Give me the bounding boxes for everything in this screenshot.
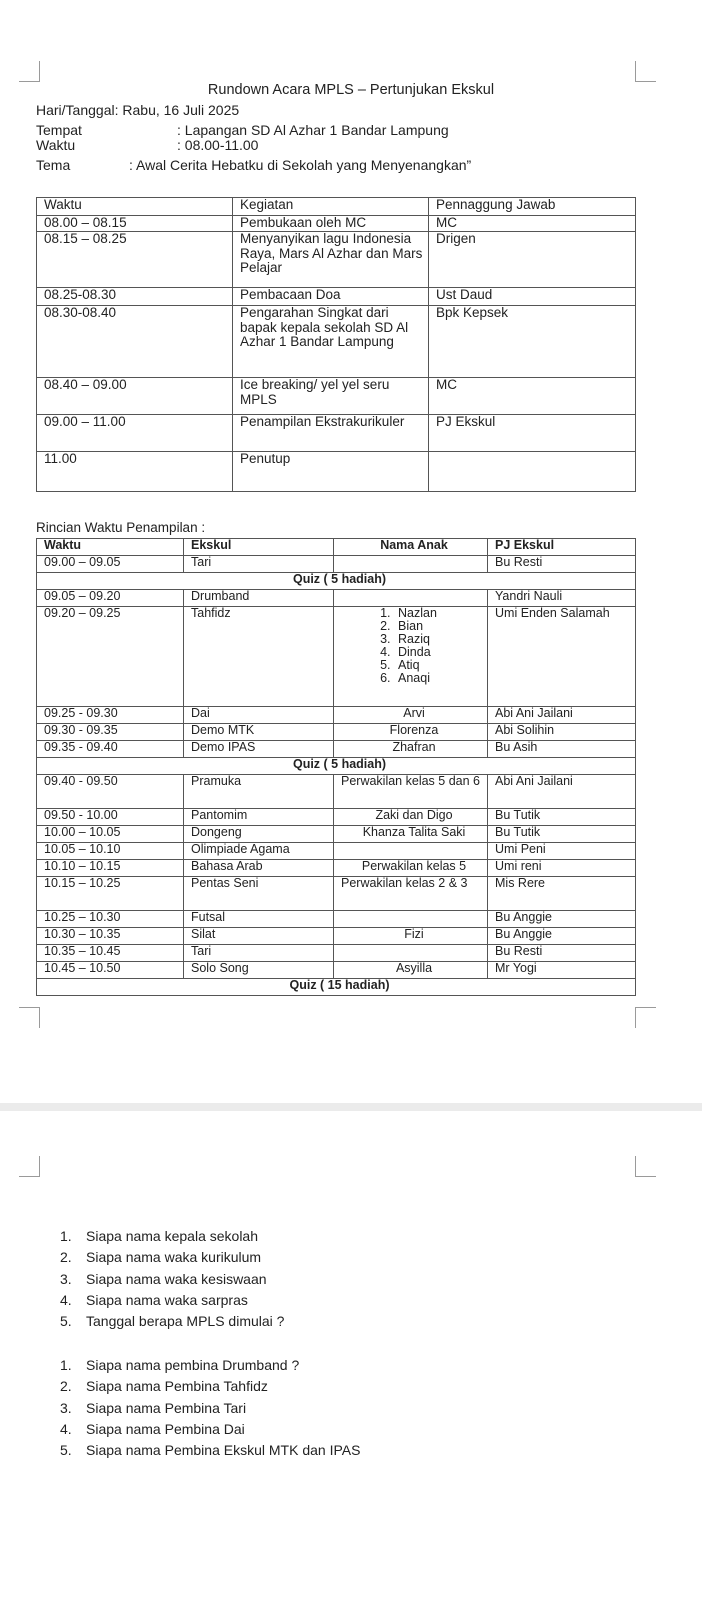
question-text: Siapa nama pembina Drumband ? — [86, 1357, 300, 1373]
kegiatan-cell: Pembacaan Doa — [233, 288, 429, 306]
pj-cell: Bu Anggie — [488, 911, 636, 928]
pj-cell: Umi Peni — [488, 843, 636, 860]
quiz-row — [37, 979, 636, 996]
list-item: 1. Nazlan — [394, 607, 487, 620]
page-corner-mark — [19, 61, 40, 82]
waktu-cell: 08.00 – 08.15 — [37, 216, 233, 232]
tempat-value: : Lapangan SD Al Azhar 1 Bandar Lampung — [177, 122, 449, 138]
question-text: Siapa nama kepala sekolah — [86, 1228, 259, 1244]
pj-cell: Abi Ani Jailani — [488, 707, 636, 724]
item-number: 3. — [60, 1270, 72, 1287]
page-corner-mark — [635, 1007, 656, 1028]
table-row — [37, 707, 636, 724]
pj-cell: Ust Daud — [429, 288, 636, 306]
waktu-cell: 09.00 – 09.05 — [37, 556, 184, 573]
pj-cell: MC — [429, 378, 636, 415]
anak-cell: Fizi — [334, 928, 488, 945]
quiz-row — [37, 573, 636, 590]
table-row — [37, 826, 636, 843]
quiz-label: Quiz ( 5 hadiah) — [37, 758, 636, 775]
pj-cell — [429, 452, 636, 492]
list-item — [60, 1440, 360, 1461]
table-header-row — [37, 539, 636, 556]
pj-cell: Umi Enden Salamah — [488, 607, 636, 707]
ekskul-cell: Tahfidz — [184, 607, 334, 707]
document-page-2 — [0, 1111, 702, 1600]
waktu-cell: 09.35 - 09.40 — [37, 741, 184, 758]
waktu-cell: 10.45 – 10.50 — [37, 962, 184, 979]
rundown-table — [36, 197, 636, 492]
ekskul-cell: Tari — [184, 556, 334, 573]
list-item: 2. Bian — [394, 620, 487, 633]
header-cell: PJ Ekskul — [488, 539, 636, 556]
ekskul-cell: Pentas Seni — [184, 877, 334, 911]
waktu-cell: 08.15 – 08.25 — [37, 232, 233, 288]
list-item: 5. Atiq — [394, 659, 487, 672]
pj-cell: Bu Asih — [488, 741, 636, 758]
item-number: 2. — [60, 1378, 72, 1395]
ekskul-cell: Drumband — [184, 590, 334, 607]
item-number: 3. — [60, 1399, 72, 1416]
pj-cell: Bu Tutik — [488, 809, 636, 826]
question-list-2 — [60, 1355, 360, 1461]
anak-cell — [334, 945, 488, 962]
header-cell: Ekskul — [184, 539, 334, 556]
table-row — [37, 288, 636, 306]
anak-cell — [334, 911, 488, 928]
question-text: Siapa nama Pembina Tari — [86, 1399, 247, 1416]
table-row — [37, 415, 636, 452]
hari-value: : Rabu, 16 Juli 2025 — [114, 102, 240, 118]
pj-cell: Mr Yogi — [488, 962, 636, 979]
list-item — [60, 1398, 360, 1419]
waktu-cell: 09.30 - 09.35 — [37, 724, 184, 741]
waktu-cell: 11.00 — [37, 452, 233, 492]
header-cell: Waktu — [37, 198, 233, 216]
list-item: 4. Dinda — [394, 646, 487, 659]
ekskul-cell: Futsal — [184, 911, 334, 928]
table-row — [37, 741, 636, 758]
question-text: Siapa nama waka kurikulum — [86, 1249, 262, 1266]
pj-cell: Yandri Nauli — [488, 590, 636, 607]
waktu-cell: 08.40 – 09.00 — [37, 378, 233, 415]
pj-cell: Bpk Kepsek — [429, 306, 636, 378]
list-item — [60, 1269, 284, 1290]
waktu-cell: 09.40 - 09.50 — [37, 775, 184, 809]
waktu-cell: 10.15 – 10.25 — [37, 877, 184, 911]
page-separator — [0, 1103, 702, 1111]
anak-cell — [334, 590, 488, 607]
table-row — [37, 378, 636, 415]
pj-cell: Bu Anggie — [488, 928, 636, 945]
waktu-cell: 10.10 – 10.15 — [37, 860, 184, 877]
pj-cell: MC — [429, 216, 636, 232]
waktu-cell: 08.30-08.40 — [37, 306, 233, 378]
table-row — [37, 945, 636, 962]
waktu-cell: 09.25 - 09.30 — [37, 707, 184, 724]
kegiatan-cell: Pembukaan oleh MC — [233, 216, 429, 232]
anak-cell: Asyilla — [334, 962, 488, 979]
ekskul-cell: Dai — [184, 707, 334, 724]
item-number: 1. — [60, 1357, 72, 1373]
tempat-label: Tempat — [36, 122, 82, 138]
hari-tanggal-line — [36, 103, 239, 118]
list-item — [60, 1226, 284, 1247]
tahfidz-names-cell — [334, 607, 488, 707]
waktu-cell: 09.00 – 11.00 — [37, 415, 233, 452]
waktu-cell: 10.05 – 10.10 — [37, 843, 184, 860]
question-text: Siapa nama Pembina Ekskul MTK dan IPAS — [86, 1442, 361, 1459]
pj-cell: PJ Ekskul — [429, 415, 636, 452]
table-row — [37, 232, 636, 288]
page-corner-mark — [635, 1156, 656, 1177]
waktu-cell: 10.35 – 10.45 — [37, 945, 184, 962]
table-row — [37, 809, 636, 826]
waktu-label: Waktu — [36, 137, 76, 153]
anak-cell: Perwakilan kelas 2 & 3 — [334, 877, 488, 911]
header-cell: Kegiatan — [233, 198, 429, 216]
anak-cell: Perwakilan kelas 5 dan 6 — [334, 775, 488, 809]
list-item — [60, 1247, 284, 1268]
anak-cell — [334, 843, 488, 860]
document-title: Rundown Acara MPLS – Pertunjukan Ekskul — [207, 82, 495, 98]
waktu-value: : 08.00-11.00 — [177, 137, 259, 153]
question-text: Siapa nama Pembina Dai — [86, 1420, 245, 1437]
waktu-cell: 08.25-08.30 — [37, 288, 233, 306]
pj-cell: Umi reni — [488, 860, 636, 877]
waktu-cell: 09.05 – 09.20 — [37, 590, 184, 607]
ekskul-cell: Silat — [184, 928, 334, 945]
pj-cell: Bu Resti — [488, 556, 636, 573]
table-row — [37, 843, 636, 860]
table-row — [37, 962, 636, 979]
hari-label: Hari/Tanggal — [36, 102, 115, 118]
anak-cell: Zhafran — [334, 741, 488, 758]
table-header-row — [37, 198, 636, 216]
pj-cell: Mis Rere — [488, 877, 636, 911]
page-corner-mark — [19, 1007, 40, 1028]
table-row — [37, 860, 636, 877]
anak-cell: Zaki dan Digo — [334, 809, 488, 826]
pj-cell: Drigen — [429, 232, 636, 288]
header-cell: Waktu — [37, 539, 184, 556]
item-number: 2. — [60, 1249, 72, 1266]
list-item — [60, 1311, 284, 1332]
ekskul-cell: Olimpiade Agama — [184, 843, 334, 860]
anak-cell: Arvi — [334, 707, 488, 724]
question-text: Siapa nama Pembina Tahfidz — [86, 1378, 268, 1395]
table-row — [37, 452, 636, 492]
ekskul-cell: Pramuka — [184, 775, 334, 809]
waktu-cell: 09.20 – 09.25 — [37, 607, 184, 707]
list-item — [60, 1376, 360, 1397]
list-item: 6. Anaqi — [394, 672, 487, 685]
kegiatan-cell: Ice breaking/ yel yel seru MPLS — [233, 378, 429, 415]
question-list-1 — [60, 1226, 284, 1332]
anak-cell: Khanza Talita Saki — [334, 826, 488, 843]
table-row — [37, 724, 636, 741]
item-number: 5. — [60, 1442, 72, 1459]
ekskul-cell: Dongeng — [184, 826, 334, 843]
waktu-cell: 10.25 – 10.30 — [37, 911, 184, 928]
ekskul-cell: Demo IPAS — [184, 741, 334, 758]
quiz-label: Quiz ( 5 hadiah) — [37, 573, 636, 590]
ekskul-cell: Pantomim — [184, 809, 334, 826]
item-number: 4. — [60, 1291, 72, 1308]
kegiatan-cell: Pengarahan Singkat dari bapak kepala sekolah SD Al Azhar 1 Bandar Lampung — [233, 306, 429, 378]
item-number: 1. — [60, 1228, 72, 1244]
list-item — [60, 1419, 360, 1440]
table-row — [37, 216, 636, 232]
quiz-row — [37, 758, 636, 775]
pj-cell: Abi Solihin — [488, 724, 636, 741]
anak-cell: Perwakilan kelas 5 — [334, 860, 488, 877]
ekskul-cell: Demo MTK — [184, 724, 334, 741]
table-row — [37, 607, 636, 707]
anak-cell: Florenza — [334, 724, 488, 741]
pj-cell: Bu Resti — [488, 945, 636, 962]
table-row — [37, 590, 636, 607]
table-row — [37, 775, 636, 809]
kegiatan-cell: Penampilan Ekstrakurikuler — [233, 415, 429, 452]
table-row — [37, 306, 636, 378]
rincian-table — [36, 538, 636, 996]
table-row — [37, 556, 636, 573]
rincian-label: Rincian Waktu Penampilan : — [36, 520, 206, 535]
table-row — [37, 877, 636, 911]
pj-cell: Bu Tutik — [488, 826, 636, 843]
ekskul-cell: Solo Song — [184, 962, 334, 979]
header-cell: Pennaggung Jawab — [429, 198, 636, 216]
header-cell: Nama Anak — [334, 539, 488, 556]
ekskul-cell: Bahasa Arab — [184, 860, 334, 877]
item-number: 5. — [60, 1313, 72, 1330]
waktu-cell: 10.30 – 10.35 — [37, 928, 184, 945]
page-corner-mark — [19, 1156, 40, 1177]
table-row — [37, 928, 636, 945]
tema-label: Tema — [36, 157, 71, 173]
list-item: 3. Raziq — [394, 633, 487, 646]
kegiatan-cell: Menyanyikan lagu Indonesia Raya, Mars Al Azhar dan Mars Pelajar — [233, 232, 429, 288]
item-number: 4. — [60, 1420, 72, 1437]
tahfidz-names-list — [334, 607, 487, 685]
list-item — [60, 1355, 360, 1376]
waktu-cell: 09.50 - 10.00 — [37, 809, 184, 826]
pj-cell: Abi Ani Jailani — [488, 775, 636, 809]
question-text: Siapa nama waka sarpras — [86, 1291, 248, 1308]
list-item — [60, 1290, 284, 1311]
question-text: Siapa nama waka kesiswaan — [86, 1270, 267, 1287]
ekskul-cell: Tari — [184, 945, 334, 962]
kegiatan-cell: Penutup — [233, 452, 429, 492]
tema-value: : Awal Cerita Hebatku di Sekolah yang Menyenangkan” — [129, 157, 472, 173]
table-row — [37, 911, 636, 928]
waktu-cell: 10.00 – 10.05 — [37, 826, 184, 843]
anak-cell — [334, 556, 488, 573]
question-text: Tanggal berapa MPLS dimulai ? — [86, 1313, 285, 1330]
quiz-label: Quiz ( 15 hadiah) — [37, 979, 636, 996]
page-corner-mark — [635, 61, 656, 82]
